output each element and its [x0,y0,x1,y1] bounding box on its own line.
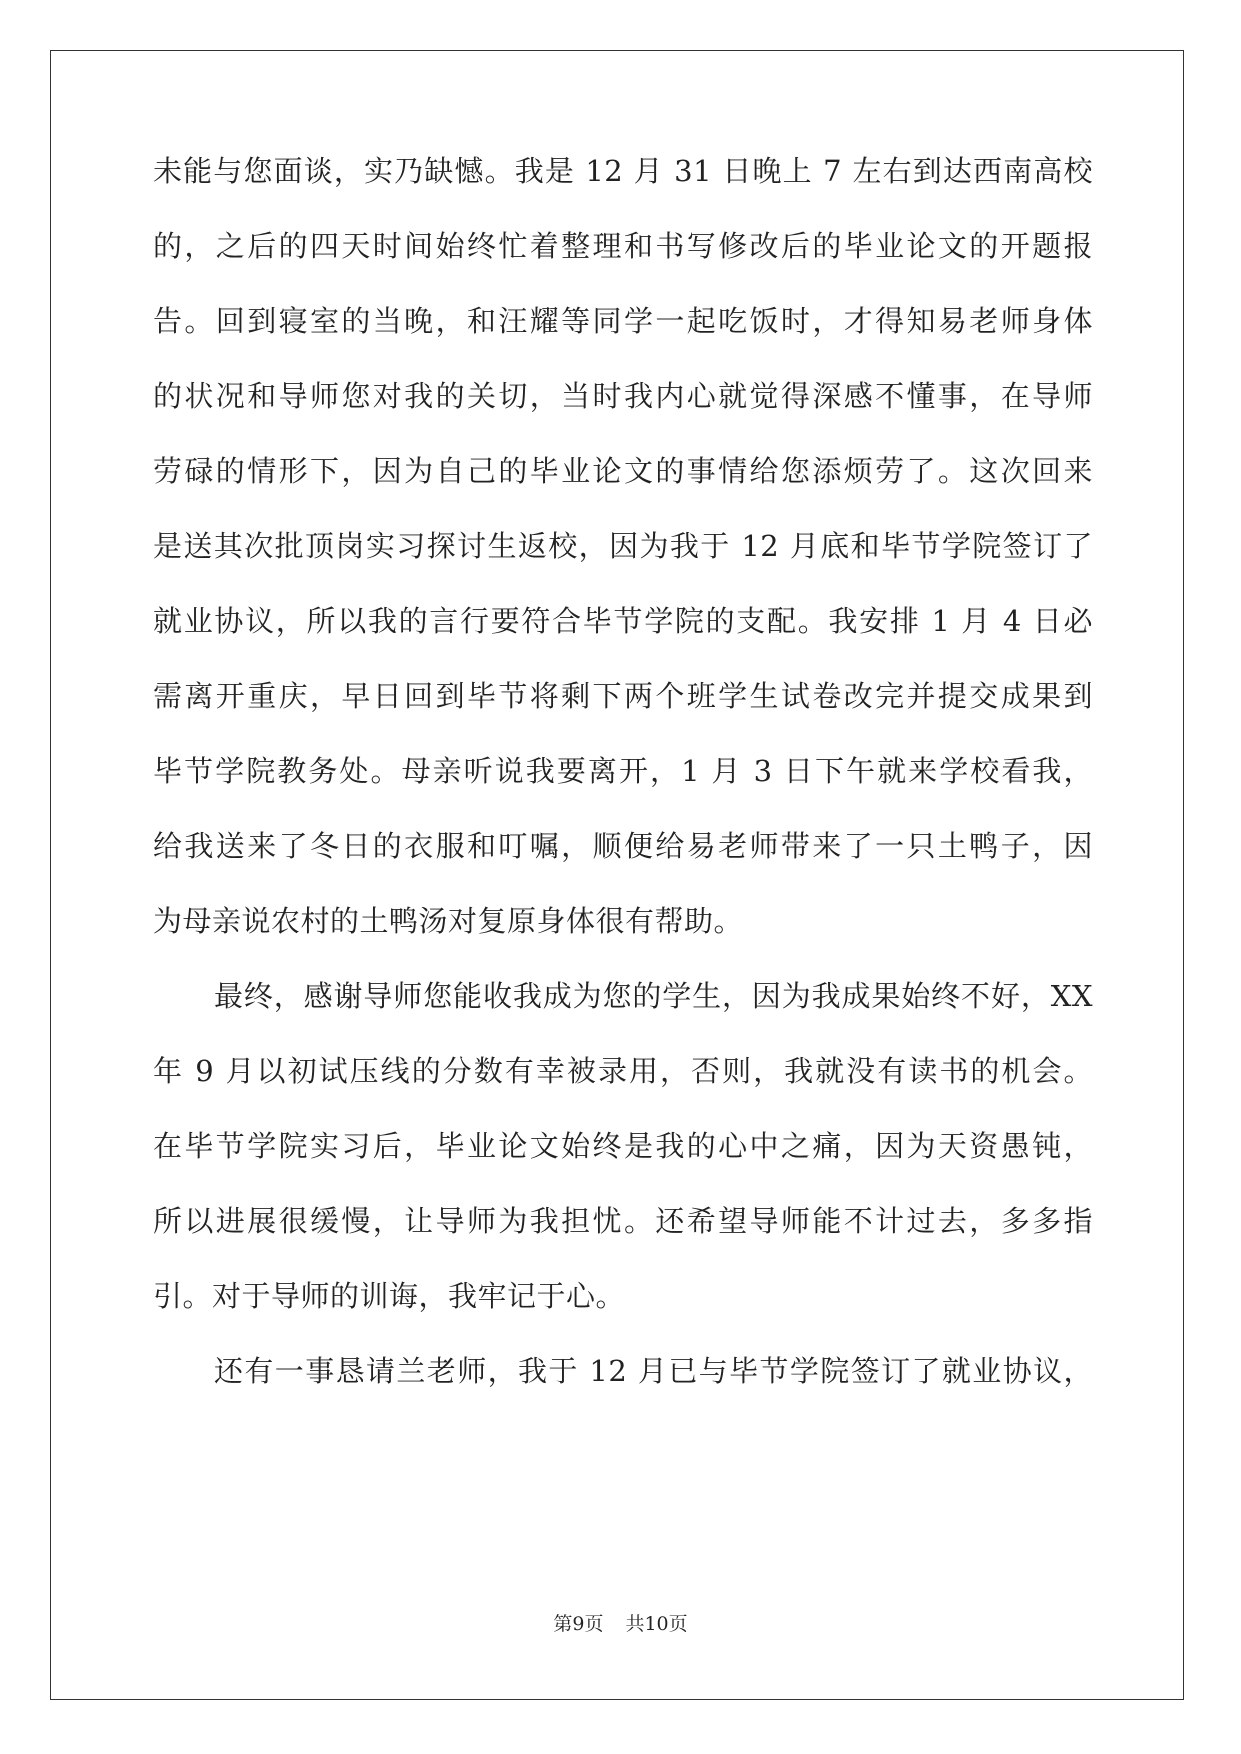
text-line: 未能与您面谈，实乃缺憾。我是 12 月 31 日晚上 7 左右到达西南高校 [153,154,1093,188]
text-line: 毕节学院教务处。母亲听说我要离开，1 月 3 日下午就来学校看我， [153,754,1093,788]
text-line: 给我送来了冬日的衣服和叮嘱，顺便给易老师带来了一只土鸭子，因 [153,829,1093,863]
text-line: 在毕节学院实习后，毕业论文始终是我的心中之痛，因为天资愚钝， [153,1129,1093,1163]
paragraph-first-line: 最终，感谢导师您能收我成为您的学生，因为我成果始终不好，XX [214,979,1093,1013]
text-line: 告。回到寝室的当晚，和汪耀等同学一起吃饭时，才得知易老师身体 [153,304,1093,338]
text-line: 所以进展很缓慢，让导师为我担忧。还希望导师能不计过去，多多指 [153,1204,1093,1238]
page-total: 共10页 [625,1613,688,1635]
page-footer [0,1612,1241,1636]
text-line: 的，之后的四天时间始终忙着整理和书写修改后的毕业论文的开题报 [153,229,1093,263]
text-line: 劳碌的情形下，因为自己的毕业论文的事情给您添烦劳了。这次回来 [153,454,1093,488]
text-line: 年 9 月以初试压线的分数有幸被录用，否则，我就没有读书的机会。 [153,1054,1093,1088]
text-line: 引。对于导师的训诲，我牢记于心。 [153,1279,626,1313]
text-line: 就业协议，所以我的言行要符合毕节学院的支配。我安排 1 月 4 日必 [153,604,1093,638]
text-line: 的状况和导师您对我的关切，当时我内心就觉得深感不懂事，在导师 [153,379,1093,413]
text-line: 为母亲说农村的土鸭汤对复原身体很有帮助。 [153,904,744,938]
paragraph-first-line: 还有一事恳请兰老师，我于 12 月已与毕节学院签订了就业协议， [214,1354,1093,1388]
text-line: 需离开重庆，早日回到毕节将剩下两个班学生试卷改完并提交成果到 [153,679,1093,713]
page-border [50,50,1184,1700]
text-line: 是送其次批顶岗实习探讨生返校，因为我于 12 月底和毕节学院签订了 [153,529,1093,563]
page-number: 第9页 [553,1613,604,1635]
